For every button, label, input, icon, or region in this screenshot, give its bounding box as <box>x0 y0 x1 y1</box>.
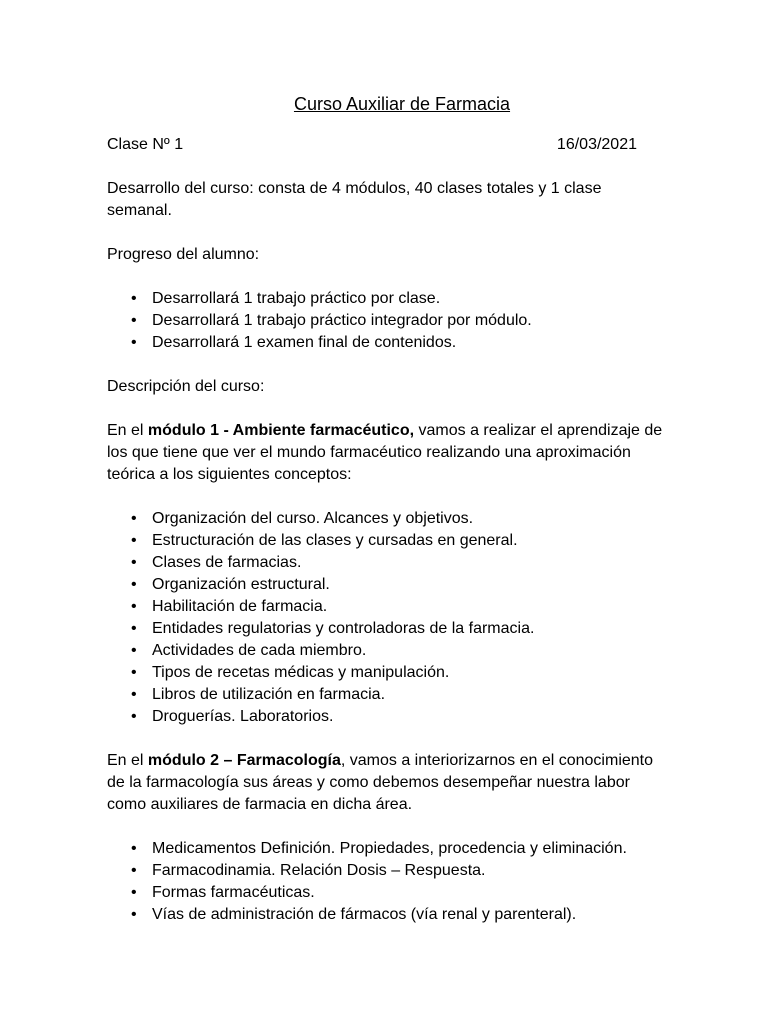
module-2-intro <box>107 750 667 816</box>
list-item: • Farmacodinamia. Relación Dosis – Respuesta. <box>152 860 667 882</box>
list-item: • Estructuración de las clases y cursadas en general. <box>152 530 667 552</box>
module-1-list <box>107 508 667 728</box>
list-item: • Actividades de cada miembro. <box>152 640 667 662</box>
list-item: • Medicamentos Definición. Propiedades, procedencia y eliminación. <box>152 838 667 860</box>
course-development: Desarrollo del curso: consta de 4 módulos, 40 clases totales y 1 clase semanal. <box>107 180 602 219</box>
list-item: • Habilitación de farmacia. <box>152 596 667 618</box>
description-label: Descripción del curso: <box>107 378 265 395</box>
class-date: 16/03/2021 <box>556 136 637 153</box>
list-item: • Vías de administración de fármacos (vía renal y parenteral). <box>152 904 667 926</box>
module-2-heading: módulo 2 – Farmacología <box>147 752 341 769</box>
list-item: • Organización estructural. <box>152 574 667 596</box>
list-item: • Desarrollará 1 trabajo práctico por clase. <box>152 288 667 310</box>
module-2-list <box>107 838 667 926</box>
document-page <box>107 92 667 948</box>
list-item: • Entidades regulatorias y controladoras de la farmacia. <box>152 618 667 640</box>
list-item: • Clases de farmacias. <box>152 552 667 574</box>
module-2-prefix: En el <box>107 752 148 769</box>
document-title: Curso Auxiliar de Farmacia <box>293 94 511 114</box>
module-1-heading: módulo 1 - Ambiente farmacéutico, <box>147 422 415 439</box>
class-number: Clase Nº 1 <box>107 136 184 153</box>
list-item: • Libros de utilización en farmacia. <box>152 684 667 706</box>
list-item: • Droguerías. Laboratorios. <box>152 706 667 728</box>
list-item: • Organización del curso. Alcances y objetivos. <box>152 508 667 530</box>
progress-label: Progreso del alumno: <box>107 246 260 263</box>
module-2-text: , vamos a interiorizarnos en el conocimiento de la farmacología sus áreas y como debemos desempeñar nuestra labor como auxiliares de farmacia en dicha área. <box>107 752 654 813</box>
list-item: • Desarrollará 1 trabajo práctico integrador por módulo. <box>152 310 667 332</box>
module-1-intro <box>107 420 667 486</box>
class-header-row <box>107 134 637 156</box>
list-item: • Tipos de recetas médicas y manipulación. <box>152 662 667 684</box>
module-1-text: vamos a realizar el aprendizaje de los que tiene que ver el mundo farmacéutico realizando una aproximación teórica a los siguientes conceptos: <box>107 422 663 483</box>
module-1-prefix: En el <box>107 422 148 439</box>
list-item: • Desarrollará 1 examen final de contenidos. <box>152 332 667 354</box>
progress-list <box>107 288 667 354</box>
list-item: • Formas farmacéuticas. <box>152 882 667 904</box>
